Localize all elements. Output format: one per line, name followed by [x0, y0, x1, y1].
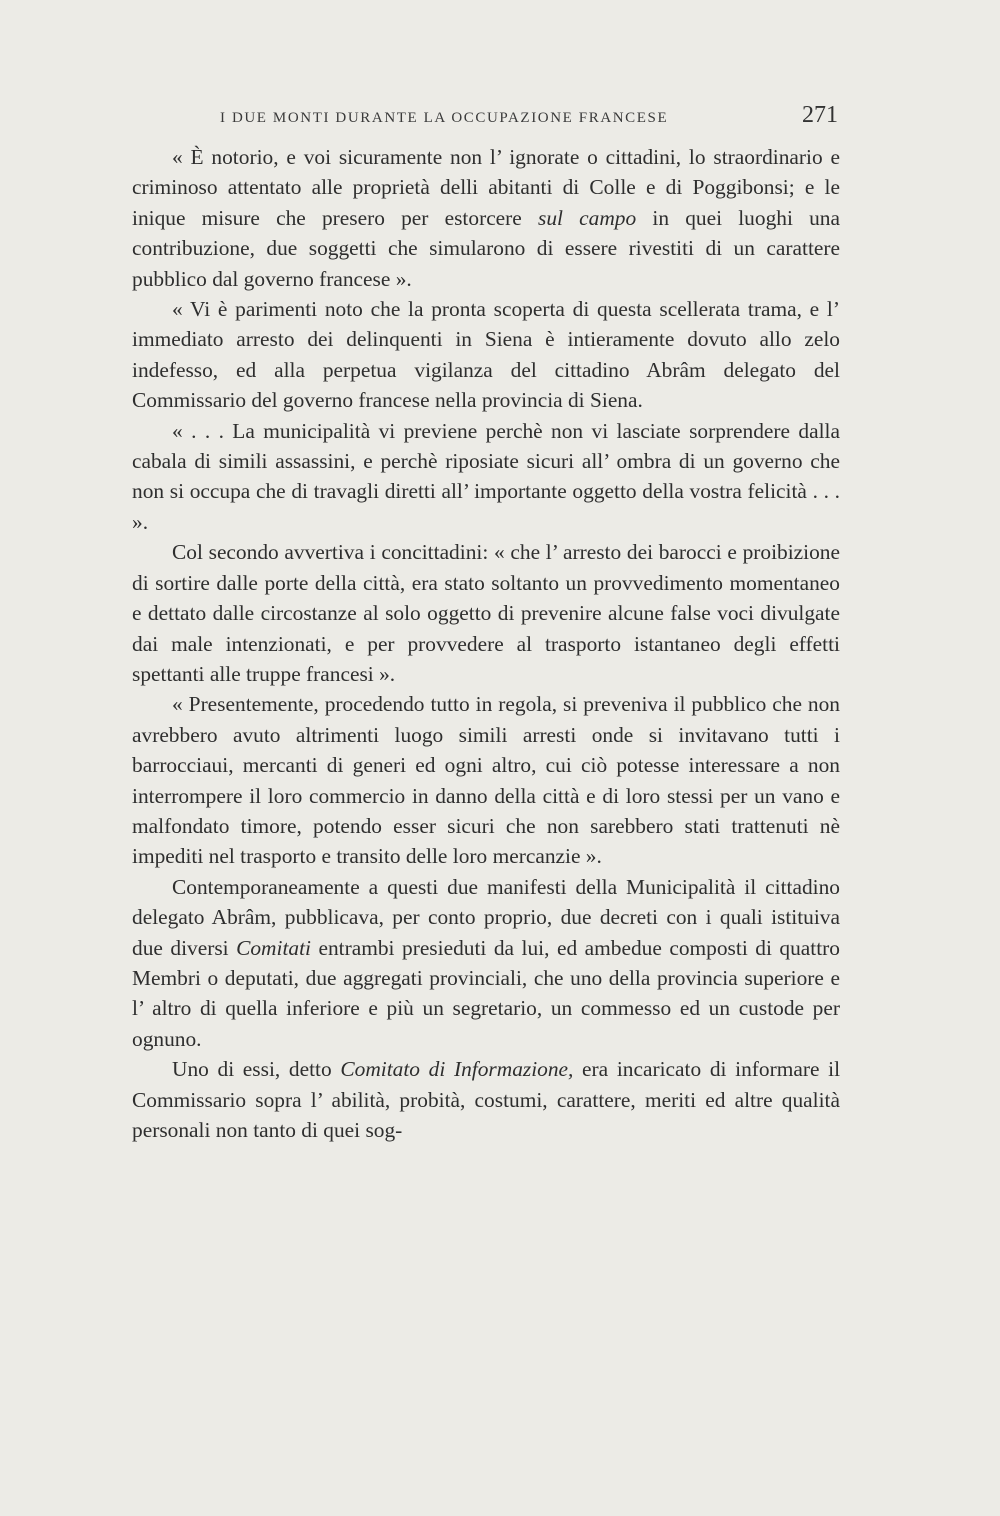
text-segment: « È notorio, e voi sicuramente non l’ ignorate o cittadini, lo straordinario e criminoso attentato alle proprietà delli abitanti di Colle e di Poggibonsi; e le inique misure che presero per estorcere: [132, 145, 840, 230]
italic-segment: sul campo: [538, 205, 637, 230]
text-segment: Contemporaneamente a questi due manifesti della Municipalità il cittadino delegato Abrâm, pubblicava, per conto proprio, due decreti con i quali istituiva due diversi: [132, 874, 840, 960]
text-segment: entrambi presieduti da lui, ed ambedue composti di quattro Membri o deputati, due aggregati provinciali, che uno della provincia superiore e l’ altro di quella inferiore e più un segretario, un commesso ed un custode per ognuno.: [132, 935, 840, 1051]
page-header: [132, 102, 838, 138]
paragraph: [132, 294, 840, 416]
paragraph: [132, 872, 840, 1054]
italic-segment: Comitati: [236, 935, 311, 960]
paragraph: [132, 142, 840, 294]
text-segment: « Vi è parimenti noto che la pronta scoperta di questa scellerata trama, e l’ immediato arresto dei delinquenti in Siena è intieramente dovuto allo zelo indefesso, ed alla perpetua vigilanza del cittadino Abrâm delegato del Commissario del governo francese nella provincia di Siena.: [132, 297, 840, 413]
text-segment: Col secondo avvertiva i concittadini: « che l’ arresto dei barocci e proibizione di sortire dalle porte della città, era stato soltanto un provvedimento momentaneo e dettato dalle circostanze al solo oggetto di prevenire alcune false voci divulgate dai male intenzionati, e per provvedere al trasporto istantaneo degli effetti spettanti alle truppe francesi ».: [132, 540, 840, 686]
body-text: [132, 142, 840, 1145]
running-title: I DUE MONTI DURANTE LA OCCUPAZIONE FRANCESE: [220, 110, 669, 126]
paragraph: [132, 1054, 840, 1145]
page-number: 271: [802, 102, 838, 128]
text-segment: in quei luoghi una contribuzione, due soggetti che simularono di essere rivestiti di un carattere pubblico dal governo francese ».: [132, 205, 840, 291]
text-segment: « . . . La municipalità vi previene perchè non vi lasciate sorprendere dalla cabala di simili assassini, e perchè riposiate sicuri all’ ombra di un governo che non si occupa che di travagli diretti all’ importante oggetto della vostra felicità . . . ».: [132, 418, 840, 534]
text-segment: « Presentemente, procedendo tutto in regola, si preveniva il pubblico che non avrebbero avuto altrimenti luogo simili arresti onde si invitavano tutti i barrocciaui, mercanti di generi ed ogni altro, cui ciò potesse interessare a non interrompere il loro commercio in danno della città e di loro stessi per un vano e malfondato timore, potendo esser sicuri che non sarebbero stati trattenuti nè impediti nel trasporto e transito delle loro mercanzie ».: [132, 692, 840, 869]
text-segment: era incaricato di informare il Commissario sopra l’ abilità, probità, costumi, carattere, meriti ed altre qualità personali non tanto di quei sog-: [132, 1057, 841, 1142]
italic-segment: Comitato di Informazione,: [340, 1057, 574, 1082]
text-segment: Uno di essi, detto: [172, 1057, 341, 1082]
paragraph: [132, 416, 840, 538]
paragraph: [132, 689, 840, 871]
paragraph: [132, 537, 840, 689]
